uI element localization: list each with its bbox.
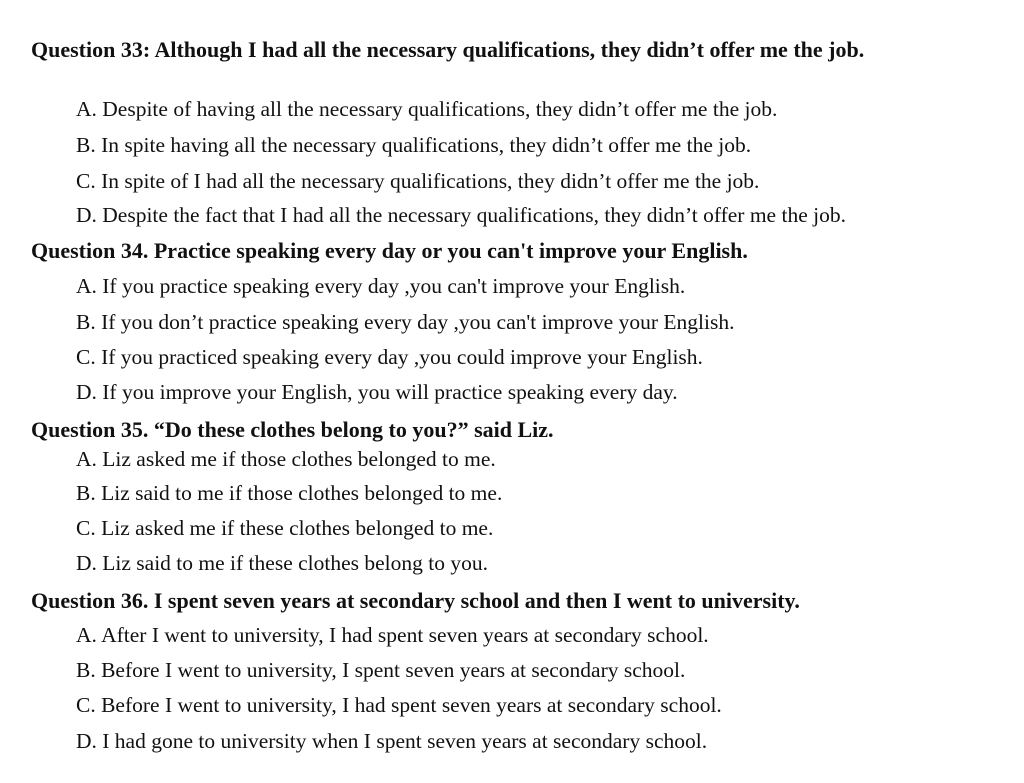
question-36-separator: . <box>142 588 154 613</box>
question-34-option-d[interactable]: D. If you improve your English, you will practice speaking every day. <box>76 380 678 404</box>
question-35-option-b[interactable]: B. Liz said to me if those clothes belonged to me. <box>76 481 503 505</box>
question-36-option-c[interactable]: C. Before I went to university, I had spent seven years at secondary school. <box>76 693 722 717</box>
question-33-prompt: Although I had all the necessary qualifications, they didn’t offer me the job. <box>154 37 865 62</box>
question-33-separator: : <box>142 37 155 62</box>
question-33-option-c[interactable]: C. In spite of I had all the necessary qualifications, they didn’t offer me the job. <box>76 169 760 193</box>
question-35-label: Question 35 <box>31 417 143 442</box>
question-36-label: Question 36 <box>31 588 143 613</box>
question-33-heading <box>31 35 1006 64</box>
question-36-option-b[interactable]: B. Before I went to university, I spent seven years at secondary school. <box>76 658 686 682</box>
question-35-option-d[interactable]: D. Liz said to me if these clothes belong to you. <box>76 551 488 575</box>
question-36-option-a[interactable]: A. After I went to university, I had spent seven years at secondary school. <box>76 623 709 647</box>
question-33-option-b[interactable]: B. In spite having all the necessary qualifications, they didn’t offer me the job. <box>76 133 752 157</box>
question-33-option-a[interactable]: A. Despite of having all the necessary qualifications, they didn’t offer me the job. <box>76 97 778 121</box>
question-36-option-d[interactable]: D. I had gone to university when I spent seven years at secondary school. <box>76 729 708 753</box>
question-35-option-c[interactable]: C. Liz asked me if these clothes belonged to me. <box>76 516 494 540</box>
question-35-prompt: “Do these clothes belong to you?” said Liz. <box>153 417 554 442</box>
question-34-option-a[interactable]: A. If you practice speaking every day ,you can't improve your English. <box>76 274 686 298</box>
question-35-separator: . <box>142 417 154 442</box>
question-36-prompt: I spent seven years at secondary school and then I went to university. <box>153 588 800 613</box>
question-34-separator: . <box>142 238 154 263</box>
question-34-label: Question 34 <box>31 238 143 263</box>
question-33-label: Question 33 <box>31 37 143 62</box>
question-34-option-b[interactable]: B. If you don’t practice speaking every day ,you can't improve your English. <box>76 310 735 334</box>
question-34-option-c[interactable]: C. If you practiced speaking every day ,you could improve your English. <box>76 345 703 369</box>
question-35-option-a[interactable]: A. Liz asked me if those clothes belonged to me. <box>76 447 496 471</box>
question-36-heading <box>31 586 1011 615</box>
question-33-option-d[interactable]: D. Despite the fact that I had all the necessary qualifications, they didn’t offer me the job. <box>76 203 846 227</box>
question-34-prompt: Practice speaking every day or you can't improve your English. <box>153 238 748 263</box>
question-34-heading <box>31 236 1011 265</box>
question-35-heading <box>31 415 1011 444</box>
